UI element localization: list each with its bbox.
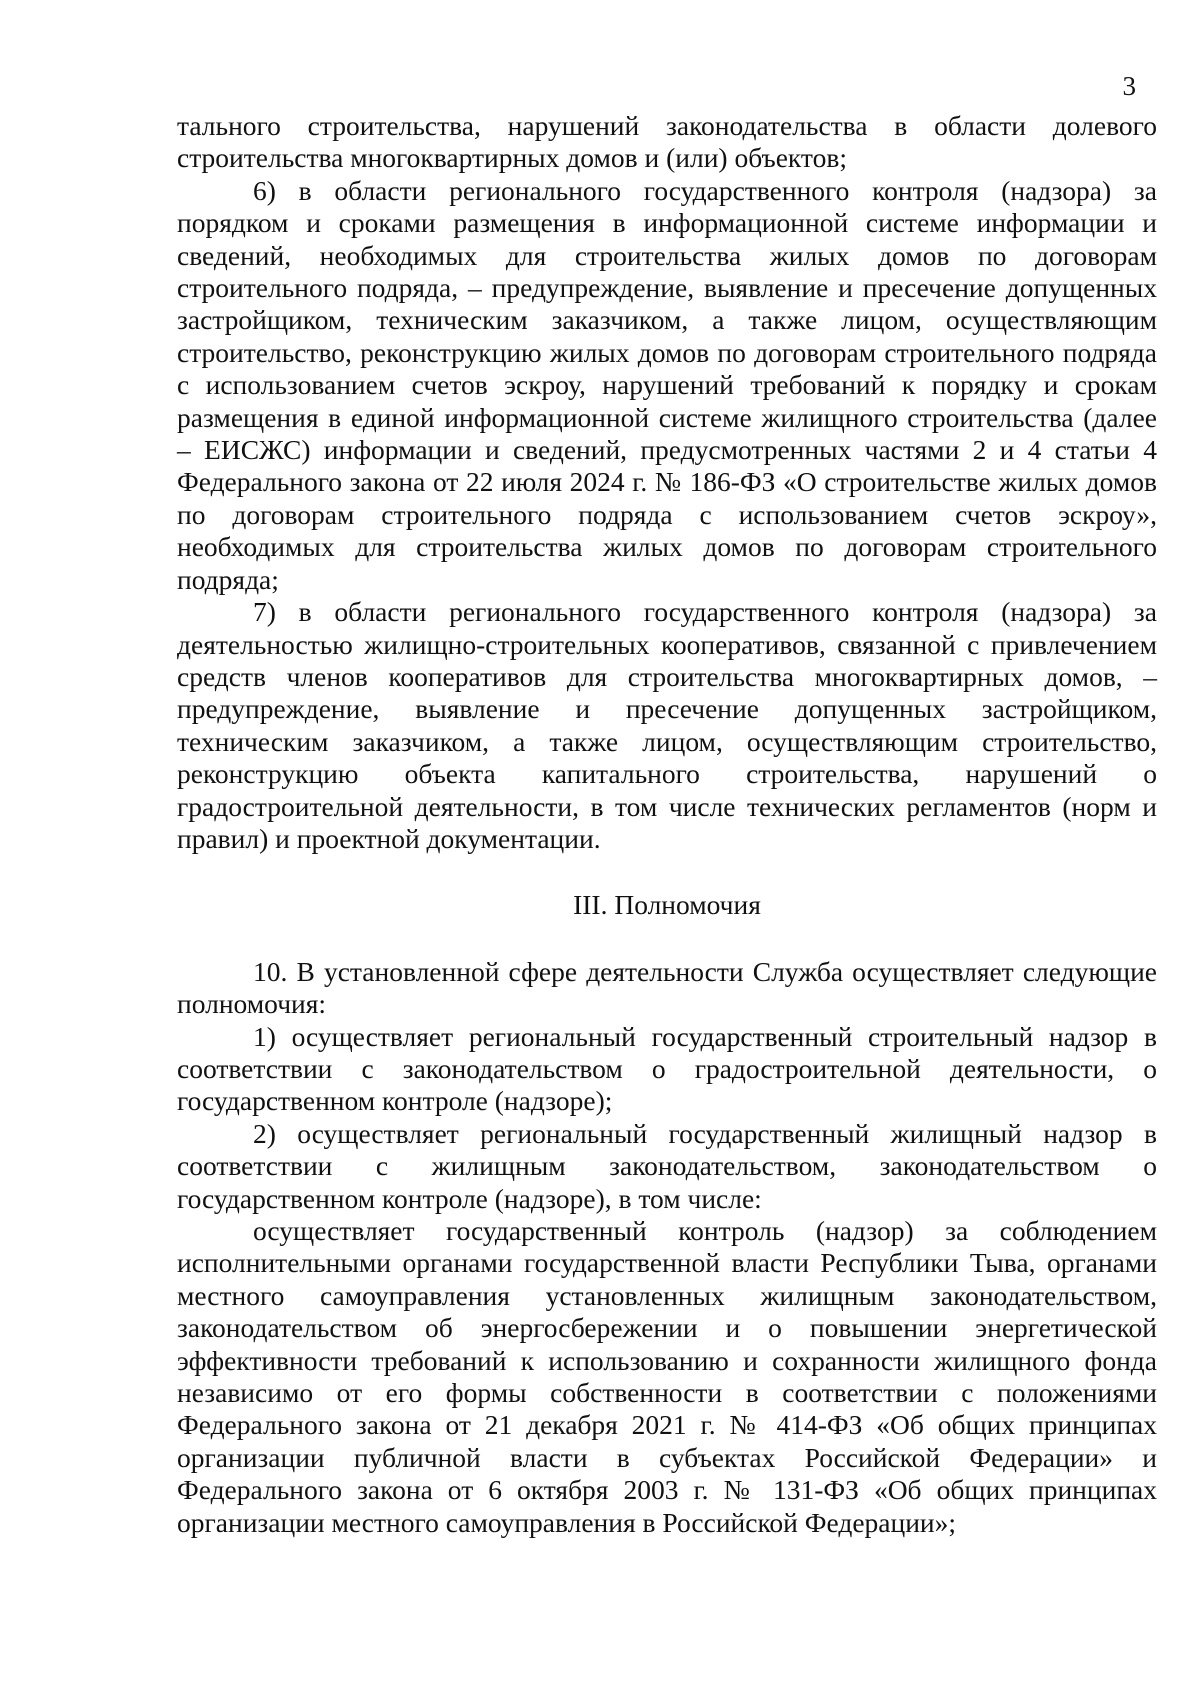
paragraph-clause-10: 10. В установленной сфере деятельности Служба осуществляет следующие полномочия: xyxy=(177,955,1157,1020)
paragraph-item-1: 1) осуществляет региональный государственный строительный надзор в соответствии с законодательством о градостроительной деятельности, о государственном контроле (надзоре); xyxy=(177,1020,1157,1117)
paragraph-item-6: 6) в области регионального государственного контроля (надзора) за порядком и сроками размещения в информационной системе информации и сведений, необходимых для строительства жилых домов по договорам строительного подряда, – предупреждение, выявление и пресечение допущенных застройщиком, техническим заказчиком, а также лицом, осуществляющим строительство, реконструкцию жилых домов по договорам строительного подряда с использованием счетов эскроу, нарушений требований к порядку и срокам размещения в единой информационной системе жилищного строительства (далее – ЕИСЖС) информации и сведений, предусмотренных частями 2 и 4 статьи 4 Федерального закона от 22 июля 2024 г. № 186-ФЗ «О строительстве жилых домов по договорам строительного подряда с использованием счетов эскроу», необходимых для строительства жилых домов по договорам строительного подряда; xyxy=(177,174,1157,595)
paragraph-item-7: 7) в области регионального государственного контроля (надзора) за деятельностью жилищно-строительных кооперативов, связанной с привлечением средств членов кооперативов для строительства многоквартирных домов, – предупреждение, выявление и пресечение допущенных застройщиком, техническим заказчиком, а также лицом, осуществляющим строительство, реконструкцию объекта капитального строительства, нарушений о градостроительной деятельности, в том числе технических регламентов (норм и правил) и проектной документации. xyxy=(177,596,1157,854)
section-heading: III. Полномочия xyxy=(573,889,761,921)
page-number: 3 xyxy=(1122,71,1136,101)
paragraph-subitem: осуществляет государственный контроль (надзор) за соблюдением исполнительными органами государственной власти Республики Тыва, органами местного самоуправления установленных жилищным законодательством, законодательством об энергосбережении и о повышении энергетической эффективности требований к использованию и сохранности жилищного фонда независимо от его формы собственности в соответствии с положениями Федерального закона от 21 декабря 2021 г. № 414-ФЗ «Об общих принципах организации публичной власти в субъектах Российской Федерации» и Федерального закона от 6 октября 2003 г. № 131-ФЗ «Об общих принципах организации местного самоуправления в Российской Федерации»; xyxy=(177,1215,1157,1538)
document-body xyxy=(177,110,1157,1539)
paragraph-item-2: 2) осуществляет региональный государственный жилищный надзор в соответствии с жилищным законодательством, законодательством о государственном контроле (надзоре), в том числе: xyxy=(177,1117,1157,1214)
paragraph-continuation: тального строительства, нарушений законодательства в области долевого строительства многоквартирных домов и (или) объектов; xyxy=(177,110,1157,174)
